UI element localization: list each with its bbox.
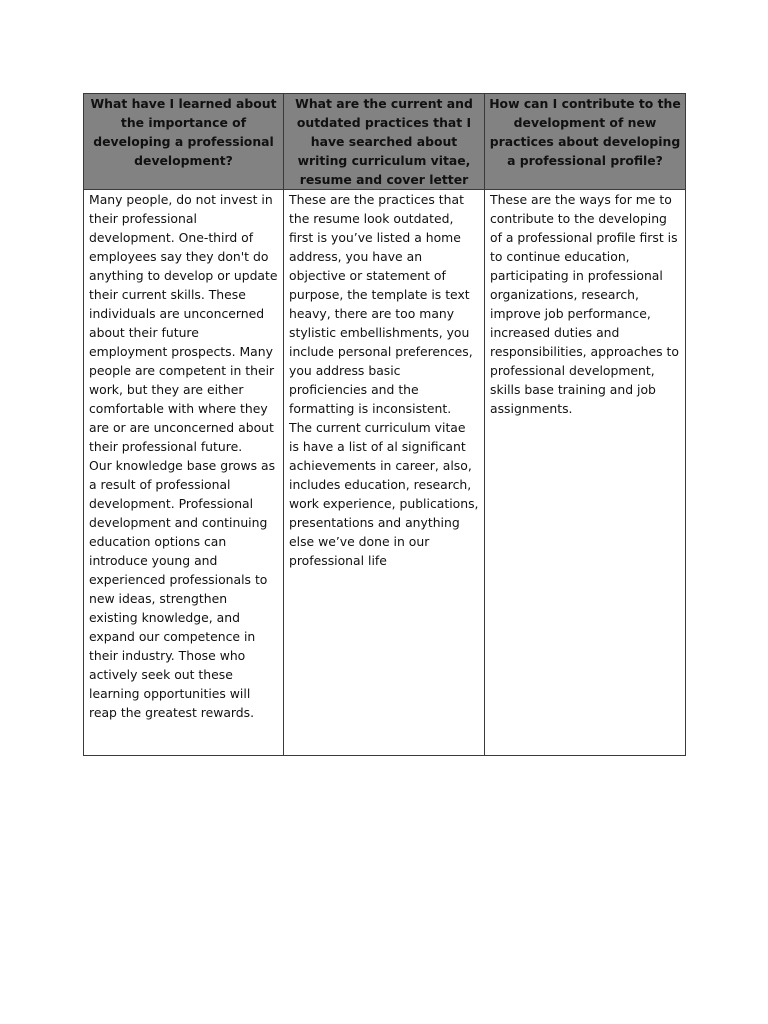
cell-learned (84, 190, 284, 756)
table-row (84, 190, 686, 756)
cell-learned-paragraph-1: Many people, do not invest in their professional development. One-third of employees say they don't do anything to develop or update their current skills. These individuals are unconcerned about their future employment prospects. Many people are competent in their work, but they are either comfortable with where they are or are unconcerned about their professional future. (89, 192, 278, 454)
column-header-learned: What have I learned about the importance of developing a professional development? (84, 94, 284, 190)
cell-practices-paragraph-2: The current curriculum vitae is have a list of al significant achievements in career, also, includes education, research, work experience, publications, presentations and anything else we’ve done in our professional life (289, 420, 479, 568)
cell-practices-paragraph-1: These are the practices that the resume look outdated, first is you’ve listed a home address, you have an objective or statement of purpose, the template is text heavy, there are too many stylistic embellishments, you include personal preferences, you address basic proficiencies and the formatting is inconsistent. (289, 192, 473, 416)
column-header-contribute: How can I contribute to the development of new practices about developing a professional profile? (485, 94, 686, 190)
cell-practices (284, 190, 485, 756)
column-header-practices: What are the current and outdated practices that I have searched about writing curriculum vitae, resume and cover letter (284, 94, 485, 190)
cell-learned-paragraph-2: Our knowledge base grows as a result of professional development. Professional development and continuing education options can introduce young and experienced professionals to new ideas, strengthen existing knowledge, and expand our competence in their industry. Those who actively seek out these learning opportunities will reap the greatest rewards. (89, 458, 276, 720)
cell-contribute-paragraph-1: These are the ways for me to contribute to the developing of a professional profile first is to continue education, participating in professional organizations, research, improve job performance, increased duties and responsibilities, approaches to professional development, skills base training and job assignments. (490, 192, 679, 416)
reflection-table (83, 93, 686, 756)
table-header-row (84, 94, 686, 190)
cell-contribute (485, 190, 686, 756)
